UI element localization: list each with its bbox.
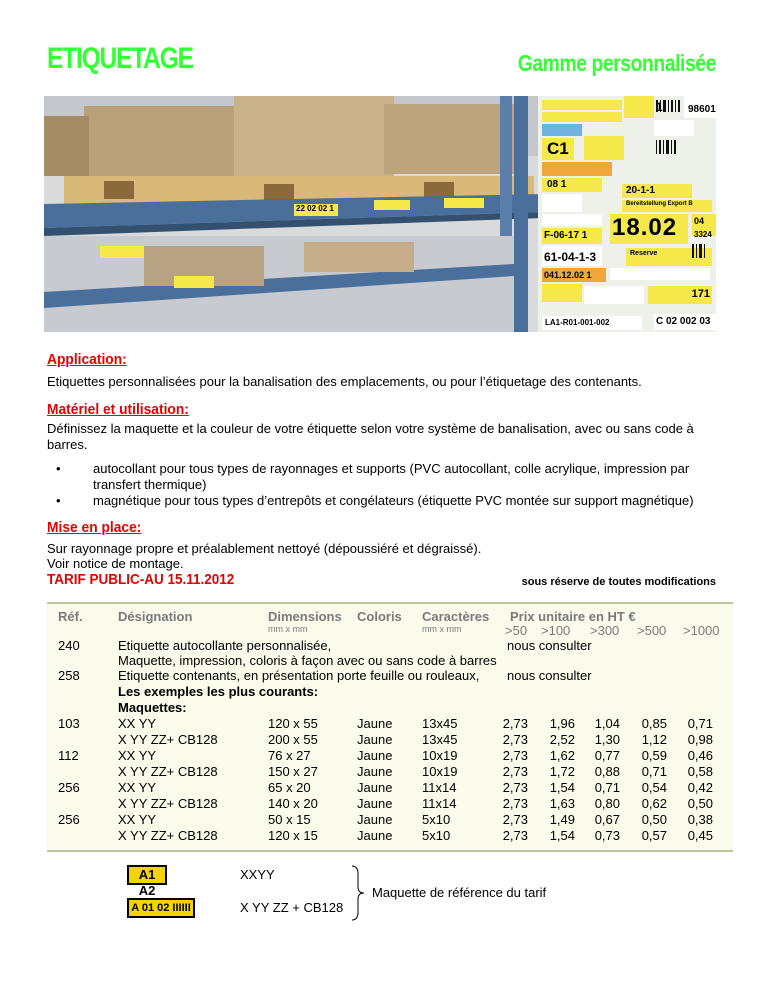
cell-ref: 256 <box>58 812 80 827</box>
cell-coloris: Jaune <box>357 732 393 747</box>
bullet-item: • magnétique pour tous types d’entrepôts et congélateurs (étiquette PVC montée sur support magnétique) <box>56 493 694 508</box>
photo-label-04: 04 <box>694 216 705 226</box>
cell-price: 0,77 <box>594 748 620 763</box>
cell-caracteres: 11x14 <box>422 796 457 811</box>
cell-price: 1,54 <box>549 828 575 843</box>
photo-label-041: 041.12.02 1 <box>544 270 592 280</box>
cell-price: 2,73 <box>502 748 528 763</box>
cell-dimensions: 150 x 27 <box>268 764 318 779</box>
tarif-title: TARIF PUBLIC-AU 15.11.2012 <box>47 571 235 588</box>
cell-price: 0,88 <box>594 764 620 779</box>
cell-dimensions: 50 x 15 <box>268 812 311 827</box>
photo-label-bereitstellung: Bereitstellung Export B <box>626 201 693 207</box>
page-subtitle: Gamme personnalisée <box>517 50 716 76</box>
price-consult-258: nous consulter <box>507 668 592 683</box>
bullet-item: • autocollant pour tous types de rayonnages et supports (PVC autocollant, colle acrylique, impression par transfert thermique) <box>56 461 690 492</box>
photo-label-20-1-1: 20-1-1 <box>626 185 655 196</box>
header-prix: Prix unitaire en HT € <box>510 609 636 624</box>
cell-designation: X YY ZZ+ CB128 <box>118 796 218 811</box>
cell-ref: 256 <box>58 780 80 795</box>
warehouse-labels-photo <box>44 96 716 332</box>
cell-caracteres: 13x45 <box>422 716 458 731</box>
materiel-text: Définissez la maquette et la couleur de votre étiquette selon votre système de banalisation, avec ou sans code à barres. <box>47 421 694 452</box>
header-tier-300: >300 <box>590 623 620 638</box>
application-text: Etiquettes personnalisées pour la banalisation des emplacements, ou pour l’étiquetage des contenants. <box>47 374 642 389</box>
photo-label-3324: 3324 <box>694 230 712 239</box>
mise-en-place-title: Mise en place: <box>47 519 142 536</box>
cell-price: 0,54 <box>641 780 667 795</box>
photo-label-c1: C1 <box>547 139 569 158</box>
cell-price: 1,96 <box>549 716 575 731</box>
cell-price: 0,85 <box>641 716 667 731</box>
cell-price: 2,73 <box>502 716 528 731</box>
cell-ref: 112 <box>58 748 79 763</box>
cell-price: 2,73 <box>502 732 528 747</box>
cell-coloris: Jaune <box>357 716 393 731</box>
tarif-note: sous réserve de toutes modifications <box>521 576 716 588</box>
brace-text: Maquette de référence du tarif <box>372 885 547 900</box>
cell-dimensions: 200 x 55 <box>268 732 318 747</box>
cell-ref: 103 <box>58 716 80 731</box>
cell-price: 0,42 <box>687 780 713 795</box>
cell-caracteres: 11x14 <box>422 780 457 795</box>
cell-price: 0,59 <box>641 748 667 763</box>
photo-label-98601: 98601 <box>688 104 716 115</box>
cell-caracteres: 13x45 <box>422 732 458 747</box>
photo-label-081: 08 1 <box>547 179 567 190</box>
photo-label-c02: C 02 002 03 <box>656 316 711 327</box>
header-tier-50: >50 <box>505 623 528 638</box>
cell-coloris: Jaune <box>357 780 393 795</box>
application-title: Application: <box>47 351 127 368</box>
cell-price: 0,73 <box>594 828 620 843</box>
mise-en-place-line1: Sur rayonnage propre et préalablement nettoyé (dépoussiéré et dégraissé). <box>47 541 482 556</box>
header-caracteres: Caractères <box>422 609 490 624</box>
sample-label-a1a2: A1 A2 <box>127 865 167 885</box>
cell-price: 1,30 <box>594 732 620 747</box>
ref-240: 240 <box>58 638 80 653</box>
examples-title: Les exemples les plus courants: <box>118 684 319 699</box>
cell-price: 0,71 <box>687 716 713 731</box>
cell-dimensions: 120 x 15 <box>268 828 318 843</box>
cell-price: 2,52 <box>549 732 575 747</box>
cell-coloris: Jaune <box>357 828 393 843</box>
intro-240-line1: Etiquette autocollante personnalisée, <box>118 638 332 653</box>
intro-240-line2: Maquette, impression, coloris à façon avec ou sans code à barres <box>118 653 497 668</box>
cell-price: 0,38 <box>687 812 713 827</box>
cell-price: 0,50 <box>641 812 667 827</box>
cell-designation: XX YY <box>118 716 157 731</box>
cell-dimensions: 76 x 27 <box>268 748 311 763</box>
cell-price: 0,71 <box>641 764 667 779</box>
photo-label-171: 171 <box>691 288 710 300</box>
cell-price: 1,04 <box>594 716 620 731</box>
materiel-title: Matériel et utilisation: <box>47 401 189 418</box>
cell-dimensions: 65 x 20 <box>268 780 311 795</box>
price-consult-240: nous consulter <box>507 638 592 653</box>
materiel-bullets <box>47 461 707 509</box>
photo-label-la1: LA1-R01-001-002 <box>545 318 610 327</box>
brace-icon <box>350 864 366 922</box>
cell-designation: X YY ZZ+ CB128 <box>118 828 218 843</box>
cell-designation: XX YY <box>118 780 157 795</box>
header-caracteres-unit: mm x mm <box>422 624 462 634</box>
cell-designation: X YY ZZ+ CB128 <box>118 764 218 779</box>
cell-coloris: Jaune <box>357 764 393 779</box>
ref-258: 258 <box>58 668 80 683</box>
photo-label-1: 1 <box>656 100 663 114</box>
cell-price: 0,67 <box>594 812 620 827</box>
header-dimensions: Dimensions <box>268 609 342 624</box>
cell-designation: XX YY <box>118 748 157 763</box>
intro-258-line1: Etiquette contenants, en présentation porte feuille ou rouleaux, <box>118 668 480 683</box>
cell-price: 1,63 <box>549 796 575 811</box>
cell-coloris: Jaune <box>357 796 393 811</box>
cell-designation: XX YY <box>118 812 157 827</box>
cell-caracteres: 5x10 <box>422 828 451 843</box>
cell-coloris: Jaune <box>357 812 393 827</box>
cell-designation: X YY ZZ+ CB128 <box>118 732 218 747</box>
cell-price: 0,45 <box>687 828 713 843</box>
sample-label-a010203-desc: X YY ZZ + CB128 <box>240 900 344 915</box>
sample-label-a010203: A 01 02 IIIIII <box>127 898 195 918</box>
cell-caracteres: 10x19 <box>422 748 458 763</box>
header-dimensions-unit: mm x mm <box>268 624 308 634</box>
cell-price: 1,12 <box>641 732 667 747</box>
sample-label-a1a2-desc: XXYY <box>240 867 275 882</box>
cell-price: 1,49 <box>549 812 575 827</box>
photo-label-beam: 22 02 02 1 <box>296 204 334 213</box>
cell-price: 0,62 <box>641 796 667 811</box>
maquettes-title: Maquettes: <box>118 700 187 715</box>
cell-price: 1,54 <box>549 780 575 795</box>
mise-en-place-line2: Voir notice de montage. <box>47 556 184 571</box>
bullet-icon: • <box>56 461 61 476</box>
photo-label-f0617: F-06-17 1 <box>544 230 588 241</box>
cell-price: 0,58 <box>687 764 713 779</box>
cell-coloris: Jaune <box>357 748 393 763</box>
page-title: ETIQUETAGE <box>47 42 193 75</box>
cell-price: 1,62 <box>549 748 575 763</box>
cell-caracteres: 5x10 <box>422 812 451 827</box>
cell-price: 0,80 <box>594 796 620 811</box>
header-designation: Désignation <box>118 609 193 624</box>
cell-caracteres: 10x19 <box>422 764 458 779</box>
cell-price: 0,98 <box>687 732 713 747</box>
cell-price: 0,50 <box>687 796 713 811</box>
cell-price: 0,71 <box>594 780 620 795</box>
cell-price: 2,73 <box>502 796 528 811</box>
cell-price: 2,73 <box>502 780 528 795</box>
photo-label-61-04: 61-04-1-3 <box>544 250 597 264</box>
photo-label-reserve: Reserve <box>630 250 658 257</box>
header-tier-500: >500 <box>637 623 667 638</box>
cell-price: 0,57 <box>641 828 667 843</box>
cell-price: 2,73 <box>502 764 528 779</box>
cell-price: 0,46 <box>687 748 713 763</box>
cell-price: 1,72 <box>549 764 575 779</box>
photo-label-18-02: 18.02 <box>612 214 678 241</box>
bullet-icon: • <box>56 493 61 508</box>
cell-price: 2,73 <box>502 812 528 827</box>
header-tier-1000: >1000 <box>683 623 720 638</box>
header-ref: Réf. <box>58 609 83 624</box>
header-tier-100: >100 <box>541 623 571 638</box>
cell-dimensions: 140 x 20 <box>268 796 318 811</box>
table-bottom-rule <box>47 850 733 852</box>
cell-price: 2,73 <box>502 828 528 843</box>
header-coloris: Coloris <box>357 609 402 624</box>
cell-dimensions: 120 x 55 <box>268 716 318 731</box>
